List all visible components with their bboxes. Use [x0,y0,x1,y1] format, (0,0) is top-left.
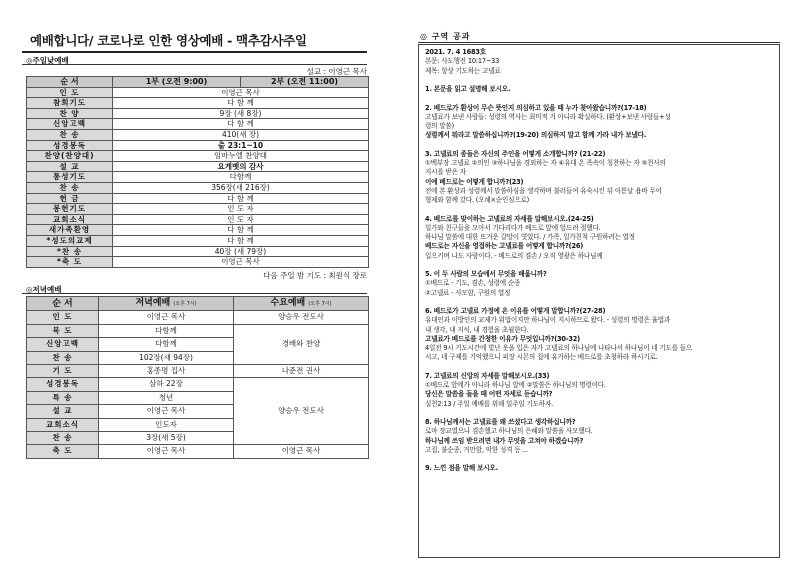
table-row [27,324,369,337]
order-label: 기 도 [27,365,99,378]
order-label: 새가족환영 [27,225,113,236]
lesson-line: 제목: 항상 기도하는 고넬료 [425,66,501,75]
order-label: 찬 양 [27,108,113,119]
order-value: 이영근 목사 [113,257,369,268]
table-row [27,204,369,215]
order-label: 봉헌기도 [27,204,113,215]
lesson-line: 9. 느낀 점을 말해 보시오. [425,464,498,473]
order-label: 인 도 [27,311,99,324]
sunday-evening-value: 인도자 [99,418,234,431]
order-label: 헌 금 [27,193,113,204]
order-value: 40장 (새 79장) [113,246,369,257]
lesson-line: 지시를 받은 자 [425,168,466,177]
order-value: 임마누엘 찬양대 [113,151,369,162]
lesson-line: 이에 베드로는 어떻게 합니까?(23) [425,177,524,186]
table-header-cell: 1부 (오전 9:00) [113,77,241,88]
table-row [27,161,369,172]
table-row [27,108,369,119]
order-label: 참회기도 [27,98,113,109]
order-label: *축 도 [27,257,113,268]
lesson-line: 유대인과 이방인의 교제가 위법이지만 하나님이 지시하므로 왔다. - 성령의 명령은 율법과 [425,316,671,325]
order-value: 356장(새 216장) [113,182,369,193]
header-order: 순 서 [27,297,99,311]
order-value: 9장 (새 8장) [113,108,369,119]
order-label: 성경봉독 [27,378,99,391]
next-prayer-note: 다음 주일 밤 기도 : 최원식 장로 [263,271,367,280]
wednesday-value: 양승우 전도사 [234,311,369,324]
order-value: 이영근 목사 [113,87,369,98]
sunday-service-table [26,76,369,268]
lesson-line: 일으키며 나도 사람이다. - 베드로의 겸손 / 오직 영광은 하나님께 [425,251,603,260]
lesson-line: 1. 본문을 읽고 설명해 보시오. [425,85,511,93]
order-label: 묵 도 [27,324,99,337]
table-row [27,311,369,324]
sunday-evening-value: 다함께 [99,324,234,337]
order-value: 인 도 자 [113,214,369,225]
order-value: 요게벳의 감사 [113,161,369,172]
table-row [27,98,369,109]
lesson-line: 하나님께 쓰임 받으려면 내가 무엇을 고쳐야 하겠습니까? [425,436,584,445]
table-row [27,119,369,130]
order-label: 축 도 [27,445,99,458]
table-header-cell: 2부 (오전 11:00) [241,77,369,88]
table-row [27,365,369,378]
page-title: 예배합니다/ 코로나로 인한 영상예배 - 맥추감사주일 [30,33,307,48]
table-row [27,182,369,193]
order-label: 찬 송 [27,129,113,140]
lesson-line: 베드로는 자신을 영접하는 고넬료를 어떻게 합니까?(26) [425,242,584,251]
table-header-row [27,77,369,88]
order-label: 인 도 [27,87,113,98]
lesson-line: 8. 하나님께서는 고넬료를 왜 쓰셨다고 생각하십니까? [425,418,576,426]
table-row [27,445,369,458]
lesson-line: 고넬료가 보낸 사람들: 성령의 역사는 최미적 거 아니라 확실하다. (환상+보낸 사람들+성 [425,112,671,121]
table-header-row [27,297,369,311]
section-divider [418,42,780,43]
table-row [27,129,369,140]
table-row [27,193,369,204]
lesson-line: 2021. 7. 4 1683호 [425,48,486,56]
order-label: 찬 송 [27,432,99,445]
section-divider [22,64,367,65]
order-label: 찬양(찬양대) [27,151,113,162]
order-label: 설 교 [27,161,113,172]
lesson-line: 고넬료가 베드로를 간청한 이유가 무엇입니까?(30-32) [425,334,580,343]
lesson-line: ②고넬료 - 사모함, 구원의 열정 [425,288,511,297]
sermon-info: 설교 : 이영근 목사 [306,67,367,76]
order-label: 통성기도 [27,172,113,183]
lesson-line: 4일전 9시 기도시간에 빛난 옷을 입은 자가 고넬료의 하나님에 나타나서 하나님이 네 기도를 들으 [425,344,693,352]
sunday-evening-value: 다함께 [99,338,234,351]
table-row [27,225,369,236]
lesson-line: ①베드로 앞에가 아니라 하나님 앞에 ②말씀은 하나님의 명령이다. [425,381,606,389]
wednesday-value: 이영근 목사 [234,445,369,458]
table-row [27,214,369,225]
sunday-evening-value: 삼하 22장 [99,378,234,391]
cell-lesson-heading: ◎ 구역 공과 [420,32,471,41]
order-label: 신앙고백 [27,338,99,351]
sunday-evening-value: 102장(새 94장) [99,351,234,364]
order-label: 찬 송 [27,182,113,193]
evening-service-table [26,296,369,459]
table-header-cell: 순 서 [27,77,113,88]
order-label: 특 송 [27,391,99,404]
header-wednesday: 수요예배 (오후 7시) [234,297,369,311]
sunday-service-label: ◎주일낮예배 [26,56,69,65]
lesson-line: 본문: 사도행전 10:17~33 [425,57,500,66]
lesson-line: 령의 말씀) [425,122,454,130]
sunday-evening-value: 홍종명 집사 [99,365,234,378]
lesson-line: 7. 고넬료의 신앙의 자세를 말해보시오.(33) [425,371,550,380]
lesson-line: 일가와 친구들을 모아서 기다리다가 베드로 앞에 엎드려 절했다. [425,223,601,232]
lesson-line: 형제와 함께 갔다. (오해×순인심으로) [425,196,530,204]
sunday-evening-value: 이영근 목사 [99,311,234,324]
table-row [27,140,369,151]
order-value: 다 함 께 [113,119,369,130]
sunday-evening-value: 청년 [99,391,234,404]
sunday-evening-value: 이영근 목사 [99,405,234,418]
table-row [27,378,369,391]
sunday-evening-value: 3장(새 5장) [99,432,234,445]
lesson-line: 고집, 불순종, 거만함, 악한 성격 등 ... [425,445,528,454]
table-row [27,87,369,98]
order-label: 교회소식 [27,214,113,225]
table-row [27,172,369,183]
lesson-line: 전에 본 환상과 성령께서 말씀하심을 생각하며 불러들여 유숙시킨 뒤 이튿날 욥바 두어 [425,186,662,195]
order-value: 다 함 께 [113,225,369,236]
order-value: 410(새 장) [113,129,369,140]
table-row [27,235,369,246]
order-label: 찬 송 [27,351,99,364]
order-label: 성경봉독 [27,140,113,151]
evening-service-label: ◎저녁예배 [26,285,62,294]
lesson-line: 실천2:13 / 주일 예배를 위해 일주일 기도하자. [425,399,554,408]
order-value: 다함께 [113,172,369,183]
header-sunday-evening: 저녁예배 (오후 7시) [99,297,234,311]
order-label: 설 교 [27,405,99,418]
title-divider [22,51,367,53]
order-value: 출 23:1~10 [113,140,369,151]
lesson-line: 시고, 네 구제를 기억했으니 피장 시몬의 집에 유거하는 베드로를 초청하라 하시기로. [425,353,658,362]
order-label: *찬 송 [27,246,113,257]
lesson-line: 내 생각, 내 지식, 내 경험을 초월한다. [425,325,529,334]
lesson-line: ①베드로 - 기도, 겸손, 성령에 순종 [425,279,521,288]
lesson-line: ①백부장 고넬료 ②의인 ③하나님을 경외하는 자 ④유대 온 족속이 칭찬하는 자 ⑤천사의 [425,159,666,167]
order-label: 교회소식 [27,418,99,431]
wednesday-value: 경배와 찬양 [234,324,369,364]
table-row [27,257,369,268]
lesson-line: 성령께서 뭐라고 말씀하십니까?(19-20) 의심하지 말고 함께 가라 내가 보냈다. [425,131,647,140]
lesson-line: 하나님 말씀에 대한 뜨거운 갈망이 엿었다. / 가족, 일가친척 구원하려는 열정 [425,233,635,241]
order-value: 다 함 께 [113,235,369,246]
lesson-line: 5. 이 두 사람의 모습에서 무엇을 배웁니까? [425,270,547,278]
table-row [27,151,369,162]
sunday-evening-value: 이영근 목사 [99,445,234,458]
order-value: 다 함 께 [113,193,369,204]
order-label: 신앙고백 [27,119,113,130]
lesson-line: 당신은 말씀을 들을 때 어떤 자세로 듣습니까? [425,390,553,399]
order-label: *성도의교제 [27,235,113,246]
lesson-line: 2. 베드로가 환상이 무슨 뜻인지 의심하고 있을 때 누가 찾아왔습니까?(17-18) [425,103,647,112]
lesson-line: 로마 장교였으나 겸손했고 하나님의 은혜와 말씀을 사모했다. [425,427,593,436]
order-value: 다 함 께 [113,98,369,109]
order-value: 인 도 자 [113,204,369,215]
table-row [27,246,369,257]
section-divider [22,293,367,294]
lesson-box [418,44,780,558]
lesson-line: 3. 고넬료의 종들은 자신의 주인을 어떻게 소개합니까? (21-22) [425,149,606,158]
lesson-line: 4. 베드로를 맞이하는 고넬료의 자세를 말해보시오.(24-25) [425,214,594,223]
wednesday-value: 나준전 권사 [234,365,369,378]
lesson-line: 6. 베드로가 고넬료 가정에 온 이유를 어떻게 말합니까?(27-28) [425,307,606,315]
wednesday-value: 양승우 전도사 [234,378,369,445]
